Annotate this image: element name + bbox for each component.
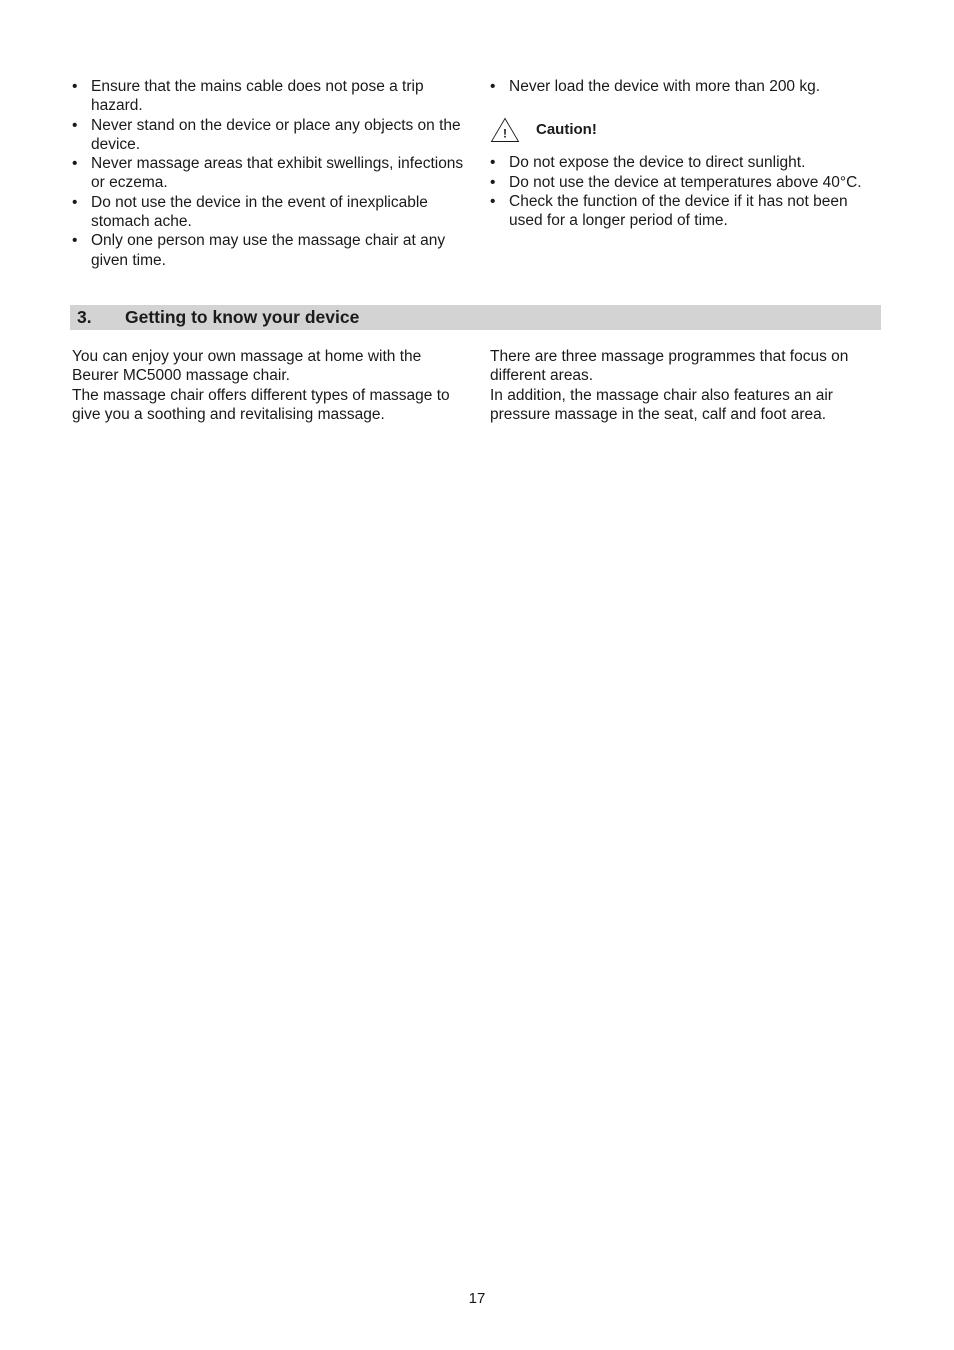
warning-symbol: !	[503, 126, 507, 141]
list-item-text: Never massage areas that exhibit swellings, infections or eczema.	[91, 155, 464, 192]
right-safety-list-bottom	[490, 153, 885, 230]
warning-triangle-icon	[490, 117, 520, 143]
list-item	[72, 193, 467, 232]
list-item-text: Only one person may use the massage chair at any given time.	[91, 232, 446, 269]
left-safety-column	[72, 77, 467, 270]
intro-right-column	[490, 347, 890, 424]
paragraph: In addition, the massage chair also features an air pressure massage in the seat, calf and foot area.	[490, 386, 833, 423]
bullet-dot: •	[72, 193, 78, 211]
bullet-dot: •	[72, 116, 78, 134]
section-title: Getting to know your device	[125, 307, 360, 327]
list-item-text: Never load the device with more than 200 kg.	[509, 78, 821, 95]
list-item-text: Check the function of the device if it has not been used for a longer period of time.	[509, 192, 848, 230]
right-safety-column	[490, 77, 885, 230]
section-heading-bar	[70, 305, 881, 330]
list-item	[490, 77, 885, 96]
intro-left-column	[72, 347, 472, 424]
section-number: 3.	[77, 307, 92, 327]
bullet-dot: •	[490, 154, 496, 172]
bullet-dot: •	[72, 155, 78, 173]
list-item	[72, 154, 467, 193]
caution-heading	[490, 117, 885, 141]
list-item-text: Do not expose the device to direct sunlight.	[509, 154, 806, 172]
right-safety-list-top	[490, 77, 885, 96]
list-item	[72, 116, 467, 155]
list-item	[490, 173, 885, 192]
list-item-text: Ensure that the mains cable does not pose a trip hazard.	[91, 78, 424, 115]
list-item	[72, 231, 467, 270]
bullet-dot: •	[490, 78, 496, 95]
list-item	[490, 153, 885, 172]
list-item	[490, 192, 885, 231]
list-item	[72, 77, 467, 116]
list-item-text: Do not use the device at temperatures above 40°C.	[509, 173, 862, 191]
bullet-dot: •	[490, 192, 496, 210]
paragraph: The massage chair offers different types of massage to give you a soothing and revitalising massage.	[72, 386, 450, 423]
paragraph: There are three massage programmes that focus on different areas.	[490, 348, 849, 385]
list-item-text: Never stand on the device or place any objects on the device.	[91, 116, 461, 153]
left-safety-list	[72, 77, 467, 270]
page-number: 17	[468, 1290, 486, 1307]
bullet-dot: •	[72, 232, 78, 250]
bullet-dot: •	[72, 78, 78, 95]
bullet-dot: •	[490, 173, 496, 191]
caution-label: Caution!	[536, 121, 597, 139]
paragraph: You can enjoy your own massage at home with the Beurer MC5000 massage chair.	[72, 348, 422, 385]
list-item-text: Do not use the device in the event of inexplicable stomach ache.	[91, 193, 428, 231]
